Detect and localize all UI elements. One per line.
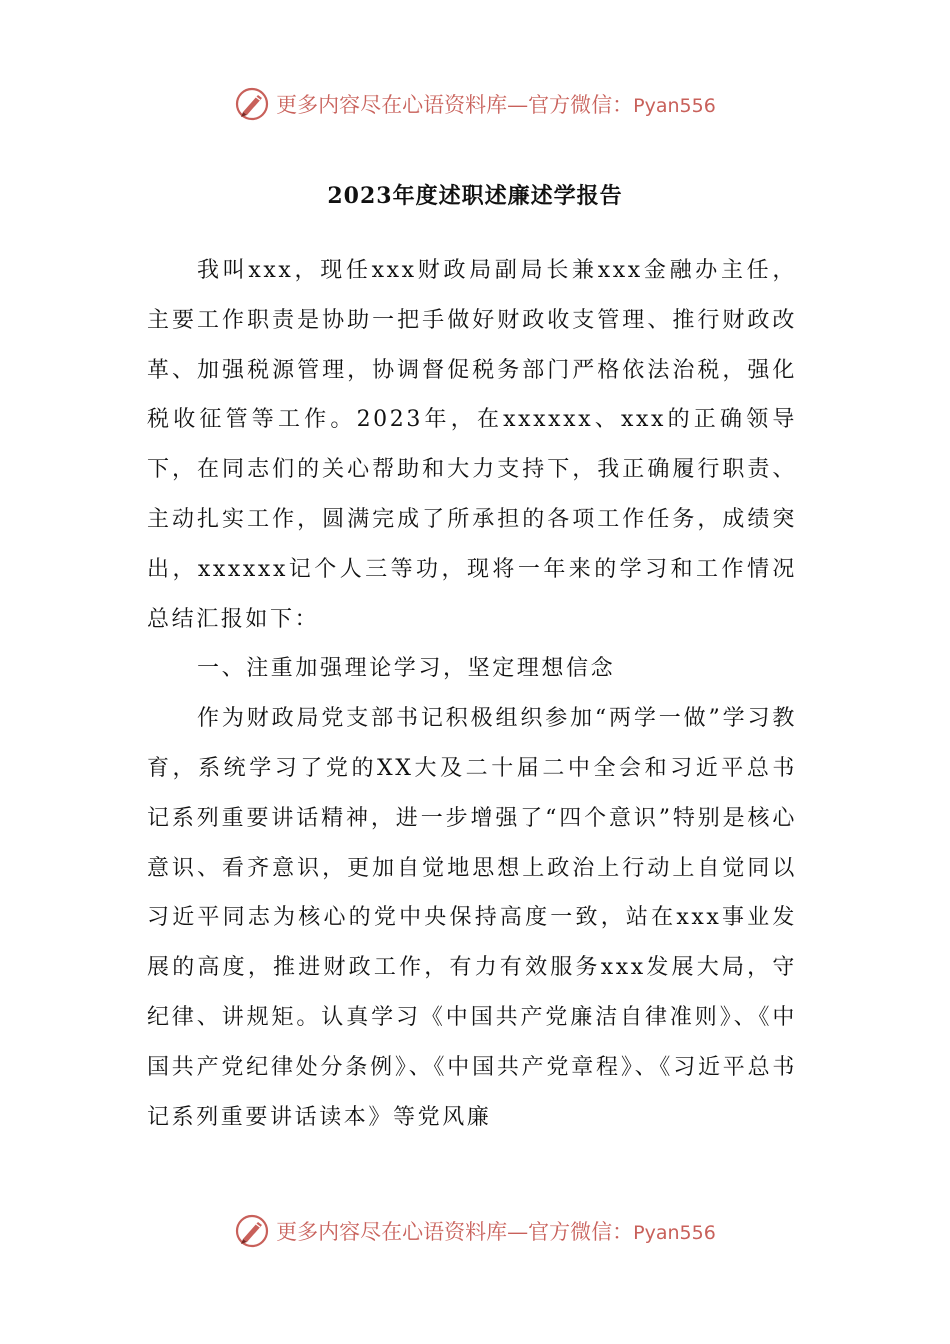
watermark-text: 更多内容尽在心语资料库—官方微信：Pyan556 xyxy=(276,1220,716,1244)
section-heading: 一、注重加强理论学习，坚定理想信念 xyxy=(197,656,616,682)
document-body xyxy=(147,246,797,1142)
header-watermark xyxy=(0,82,950,126)
section-paragraph: 作为财政局党支部书记积极组织参加“两学一做”学习教育，系统学习了党的XX大及二十届二中全会和习近平总书记系列重要讲话精神，进一步增强了“四个意识”特别是核心意识、看齐意识，更加自觉地思想上政治上行动上自觉同以习近平同志为核心的党中央保持高度一致，站在xxx事业发展的高度，推进财政工作，有力有效服务xxx发展大局，守纪律、讲规矩。认真学习《中国共产党廉洁自律准则》、《中国共产党纪律处分条例》、《中国共产党章程》、《习近平总书记系列重要讲话读本》等党风廉 xyxy=(147,706,797,1130)
document-title: 2023年度述职述廉述学报告 xyxy=(327,183,623,209)
footer-watermark xyxy=(0,1209,950,1253)
watermark-text: 更多内容尽在心语资料库—官方微信：Pyan556 xyxy=(276,93,716,117)
pen-logo-icon xyxy=(234,1213,270,1249)
intro-paragraph: 我叫xxx，现任xxx财政局副局长兼xxx金融办主任，主要工作职责是协助一把手做好财政收支管理、推行财政改革、加强税源管理，协调督促税务部门严格依法治税，强化税收征管等工作。2023年，在xxxxxx、xxx的正确领导下，在同志们的关心帮助和大力支持下，我正确履行职责、主动扎实工作，圆满完成了所承担的各项工作任务，成绩突出，xxxxxx记个人三等功，现将一年来的学习和工作情况总结汇报如下： xyxy=(147,258,797,632)
pen-logo-icon xyxy=(234,86,270,122)
